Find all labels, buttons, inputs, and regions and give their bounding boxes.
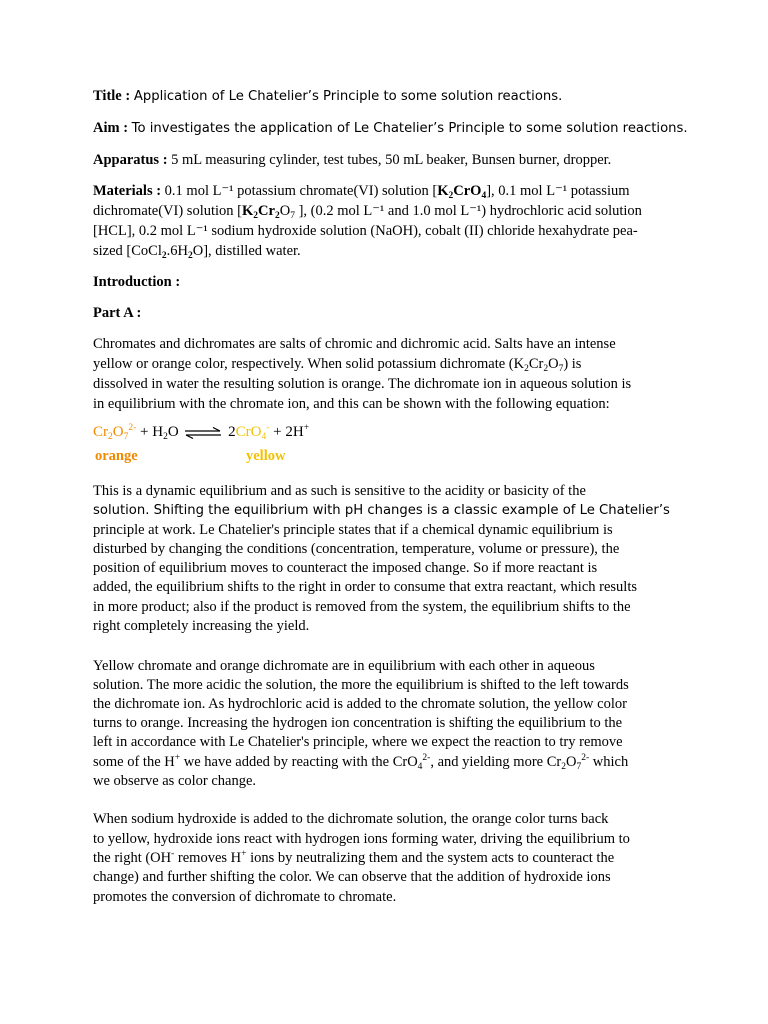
para2-line-7: in more product; also if the product is removed from the system, the equilibrium shifts to the	[93, 599, 631, 615]
materials-label: Materials :	[93, 183, 162, 199]
para3-line-1: Yellow chromate and orange dichromate are in equilibrium with each other in aqueous	[93, 658, 595, 674]
para3-line-2: solution. The more acidic the solution, the more the equilibrium is shifted to the left towards	[93, 677, 629, 693]
para2-line-5: position of equilibrium moves to counteract the imposed change. So if more reactant is	[93, 560, 598, 576]
para1-line-1: Chromates and dichromates are salts of chromic and dichromic acid. Salts have an intense	[93, 336, 616, 352]
chromate-formula: CrO$_4$-	[235, 423, 270, 442]
part-a-heading: Part A :	[93, 305, 142, 321]
para1-line-3: dissolved in water the resulting solution is orange. The dichromate ion in aqueous solution is	[93, 376, 632, 392]
para4-line-2: to yellow, hydroxide ions react with hydrogen ions forming water, driving the equilibrium to	[93, 831, 630, 847]
para2-line-8: right completely increasing the yield.	[93, 618, 310, 634]
apparatus-line	[93, 150, 611, 170]
orange-label: orange	[95, 448, 138, 464]
para3-line-7: we observe as color change.	[93, 773, 257, 789]
para3-line-6: some of the H+ we have added by reacting with the CrO$_4^{2-}$, and yielding more $Cr_2O_7^{2-}$ which	[93, 753, 629, 772]
introduction-heading: Introduction :	[93, 274, 181, 290]
apparatus-text: 5 mL measuring cylinder, test tubes, 50 mL beaker, Bunsen burner, dropper.	[171, 152, 612, 168]
yellow-label: yellow	[246, 448, 286, 464]
para4-line-5: promotes the conversion of dichromate to chromate.	[93, 889, 397, 905]
dichromate-formula: $Cr_2O_7^{2-}$	[93, 423, 137, 442]
para2-line-6: added, the equilibrium shifts to the right in order to consume that extra reactant, which results	[93, 579, 638, 595]
para1-line-4: in equilibrium with the chromate ion, and this can be shown with the following equation:	[93, 396, 610, 412]
para3-line-5: left in accordance with Le Chatelier's principle, where we expect the reaction to try remove	[93, 734, 623, 750]
materials-line-1: Materials : 0.1 mol L⁻¹ potassium chromate(VI) solution $[K_2CrO_4]$, 0.1 mol L⁻¹ potassium	[93, 183, 630, 201]
materials-line-4: sized $[CoCl_2.6H_2O]$, distilled water.	[93, 243, 301, 261]
aim-label: Aim :	[93, 120, 129, 136]
para2-line-4: disturbed by changing the conditions (concentration, temperature, volume or pressure), the	[93, 541, 620, 557]
title-label: Title :	[93, 88, 131, 104]
materials-line-3: [HCL], 0.2 mol L⁻¹ sodium hydroxide solution (NaOH), cobalt (II) chloride hexahydrate pea-	[93, 223, 638, 239]
para4-line-1: When sodium hydroxide is added to the dichromate solution, the orange color turns back	[93, 811, 609, 827]
title-text: Application of Le Chatelier’s Principle to some solution reactions.	[133, 89, 563, 104]
para2-line-2: solution. Shifting the equilibrium with pH changes is a classic example of Le Chatelier’s	[93, 503, 670, 518]
apparatus-label: Apparatus :	[93, 152, 168, 168]
para2-line-3: principle at work. Le Chatelier's principle states that if a chemical dynamic equilibrium is	[93, 522, 613, 538]
para4-line-3: the right (OH- removes H+ ions by neutralizing them and the system acts to counteract the	[93, 849, 615, 866]
para3-line-3: the dichromate ion. As hydrochloric acid is added to the chromate solution, the yellow color	[93, 696, 627, 712]
materials-line-2: dichromate(VI) solution [$K_2Cr_2O_7$ ], (0.2 mol L⁻¹ and 1.0 mol L⁻¹) hydrochloric acid solution	[93, 203, 642, 221]
equilibrium-arrow-icon	[184, 427, 222, 439]
title-line	[93, 86, 562, 107]
para4-line-4: change) and further shifting the color. We can observe that the addition of hydroxide ions	[93, 869, 611, 885]
para1-line-2: yellow or orange color, respectively. When solid potassium dichromate $(K_2Cr_2O_7)$ is	[93, 356, 582, 374]
aim-line	[93, 118, 688, 139]
para2-line-1: This is a dynamic equilibrium and as such is sensitive to the acidity or basicity of the	[93, 483, 586, 499]
para3-line-4: turns to orange. Increasing the hydrogen ion concentration is shifting the equilibrium to the	[93, 715, 623, 731]
equilibrium-equation: $Cr_2O_7^{2-} + H_2O$ 2CrO$_4$- + 2H+	[93, 423, 310, 442]
aim-text: To investigates the application of Le Chatelier’s Principle to some solution reactions.	[131, 121, 688, 136]
